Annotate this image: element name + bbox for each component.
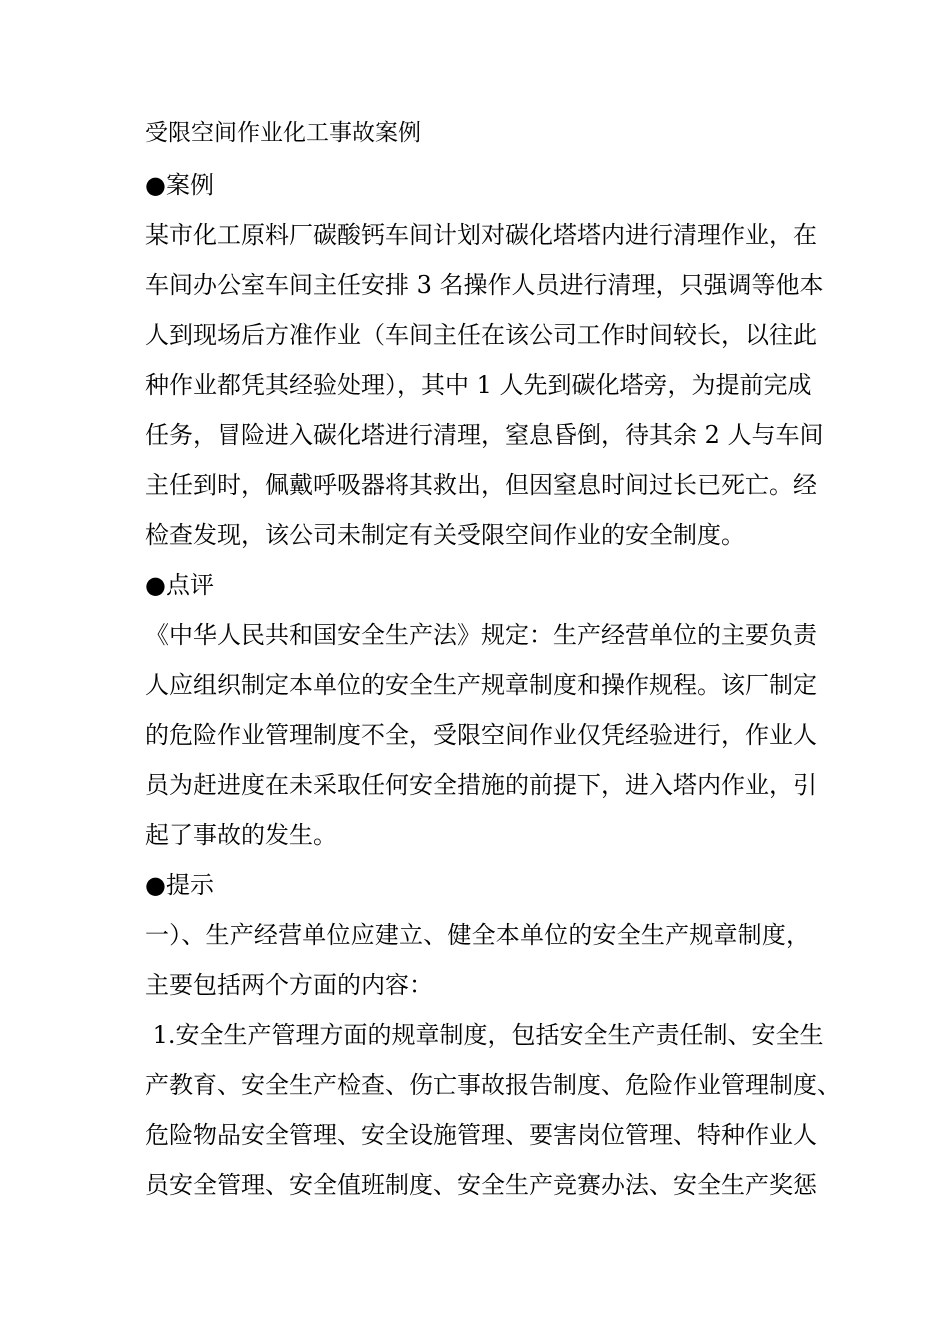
review-line-4: 员为赶进度在未采取任何安全措施的前提下，进入塔内作业，引 [145,771,817,799]
review-line-1: 《中华人民共和国安全生产法》规定：生产经营单位的主要负责 [145,621,817,649]
section-heading-case: ●案例 [145,171,214,199]
case-line-2: 车间办公室车间主任安排 3 名操作人员进行清理，只强调等他本 [145,271,824,299]
case-line-1: 某市化工原料厂碳酸钙车间计划对碳化塔塔内进行清理作业，在 [145,221,817,249]
tips-line-1: 一）、生产经营单位应建立、健全本单位的安全生产规章制度， [145,921,810,949]
tips-line-3: 1.安全生产管理方面的规章制度，包括安全生产责任制、安全生 [145,1021,824,1049]
review-line-2: 人应组织制定本单位的安全生产规章制度和操作规程。该厂制定 [145,671,817,699]
case-line-6: 主任到时，佩戴呼吸器将其救出，但因窒息时间过长已死亡。经 [145,471,817,499]
review-line-5: 起了事故的发生。 [145,821,337,849]
tips-line-6: 员安全管理、安全值班制度、安全生产竞赛办法、安全生产奖惩 [145,1171,817,1199]
review-line-3: 的危险作业管理制度不全，受限空间作业仅凭经验进行，作业人 [145,721,817,749]
tips-line-2: 主要包括两个方面的内容： [145,971,433,999]
tips-line-5: 危险物品安全管理、安全设施管理、要害岗位管理、特种作业人 [145,1121,817,1149]
section-heading-tips: ●提示 [145,871,214,899]
tips-line-4: 产教育、安全生产检查、伤亡事故报告制度、危险作业管理制度、 [145,1071,841,1099]
section-heading-review: ●点评 [145,571,214,599]
document-title: 受限空间作业化工事故案例 [145,120,421,146]
case-line-7: 检查发现，该公司未制定有关受限空间作业的安全制度。 [145,521,745,549]
case-line-3: 人到现场后方准作业（车间主任在该公司工作时间较长，以往此 [145,321,817,349]
case-line-5: 任务，冒险进入碳化塔进行清理，窒息昏倒，待其余 2 人与车间 [145,421,824,449]
case-line-4: 种作业都凭其经验处理），其中 1 人先到碳化塔旁，为提前完成 [145,371,812,399]
